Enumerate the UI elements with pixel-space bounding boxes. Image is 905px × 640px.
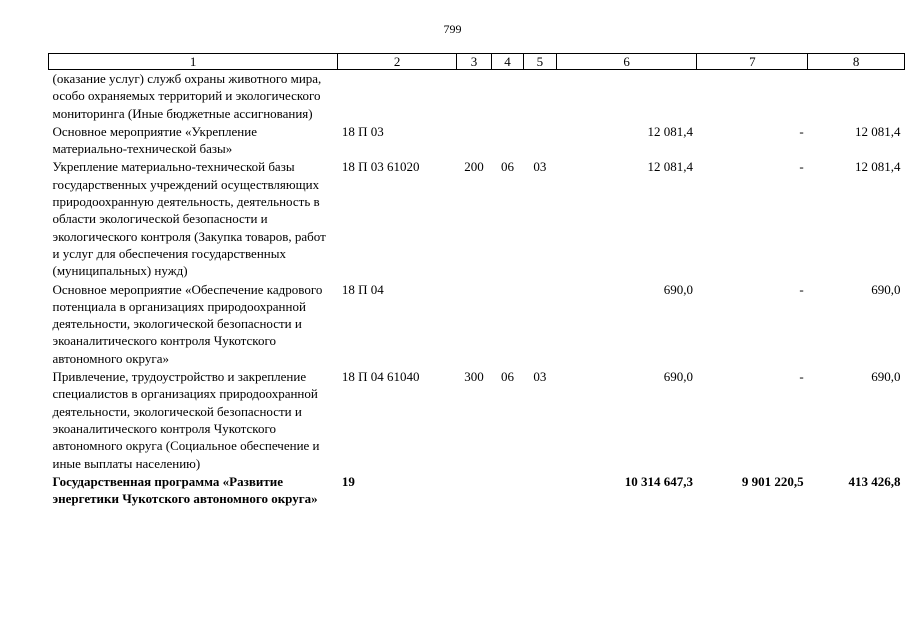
row-section — [491, 472, 523, 508]
column-header-8: 8 — [808, 54, 905, 70]
row-subsection: 03 — [533, 159, 547, 175]
row-name: Основное мероприятие «Обеспечение кадрового потенциала в организациях природоохранной деятельности, экологической безопасности и экоаналитического контроля Чукотского автономного округа» — [52, 281, 323, 366]
row-code: 18 П 03 — [341, 123, 384, 139]
row-expense-type — [457, 122, 492, 158]
row-subsection: 03 — [533, 369, 547, 385]
row-total: 10 314 647,3 — [624, 473, 693, 489]
row-subsection — [523, 472, 556, 508]
row-total: 12 081,4 — [647, 123, 693, 139]
table-row — [49, 70, 905, 122]
row-name: Основное мероприятие «Укрепление материально-технической базы» — [52, 123, 257, 157]
table-row-program-total — [49, 472, 905, 508]
table-row — [49, 122, 905, 158]
table-row — [49, 157, 905, 279]
row-expense-type: 300 — [464, 369, 484, 385]
column-header-6: 6 — [556, 54, 697, 70]
row-col7: - — [799, 369, 804, 385]
row-code: 19 — [341, 473, 355, 489]
column-header-7: 7 — [697, 54, 808, 70]
row-expense-type — [457, 70, 492, 122]
row-section — [491, 122, 523, 158]
row-col8 — [808, 70, 905, 122]
row-name: Государственная программа «Развитие энергетики Чукотского автономного округа» — [52, 473, 318, 507]
row-total: 690,0 — [663, 281, 693, 297]
page-number: 799 — [443, 22, 462, 36]
table-row — [49, 367, 905, 472]
budget-table — [48, 53, 905, 507]
row-section: 06 — [500, 369, 514, 385]
column-header-1: 1 — [49, 54, 338, 70]
row-col7: - — [799, 281, 804, 297]
row-col8: 690,0 — [871, 281, 901, 297]
row-total: 12 081,4 — [647, 159, 693, 175]
column-header-5: 5 — [523, 54, 556, 70]
row-col7 — [697, 70, 808, 122]
row-subsection — [523, 70, 556, 122]
row-code: 18 П 04 — [341, 281, 384, 297]
row-section: 06 — [500, 159, 514, 175]
row-code — [338, 70, 457, 122]
row-section — [491, 70, 523, 122]
row-col7: - — [799, 123, 804, 139]
column-header-2: 2 — [338, 54, 457, 70]
row-col8: 12 081,4 — [855, 123, 901, 139]
row-name: Укрепление материально-технической базы государственных учреждений осуществляющих природоохранную деятельность, деятельность в области экологической безопасности и экологического контроля (Закупка товаров, работ и услуг для обеспечения государственных (муниципальных) нужд) — [52, 159, 326, 279]
row-code: 18 П 04 61040 — [341, 369, 420, 385]
row-col7: 9 901 220,5 — [741, 473, 804, 489]
table-header-row — [49, 54, 905, 70]
row-name: Привлечение, трудоустройство и закрепление специалистов в организациях природоохранной деятельности, экологической безопасности и экоаналитического контроля Чукотского автономного округа (Социальное обеспечение и иные выплаты населению) — [52, 369, 320, 471]
row-total — [556, 70, 697, 122]
row-name: (оказание услуг) служб охраны животного мира, особо охраняемых территорий и экологического мониторинга (Иные бюджетные ассигнования) — [52, 71, 322, 121]
row-total: 690,0 — [663, 369, 693, 385]
row-code: 18 П 03 61020 — [341, 159, 420, 175]
row-col8: 690,0 — [871, 369, 901, 385]
row-col8: 12 081,4 — [855, 159, 901, 175]
row-section — [491, 280, 523, 367]
row-subsection — [523, 280, 556, 367]
table-row — [49, 280, 905, 367]
row-subsection — [523, 122, 556, 158]
row-expense-type — [457, 472, 492, 508]
row-expense-type: 200 — [464, 159, 484, 175]
row-col7: - — [799, 159, 804, 175]
column-header-3: 3 — [457, 54, 492, 70]
row-col8: 413 426,8 — [848, 473, 901, 489]
row-expense-type — [457, 280, 492, 367]
column-header-4: 4 — [491, 54, 523, 70]
